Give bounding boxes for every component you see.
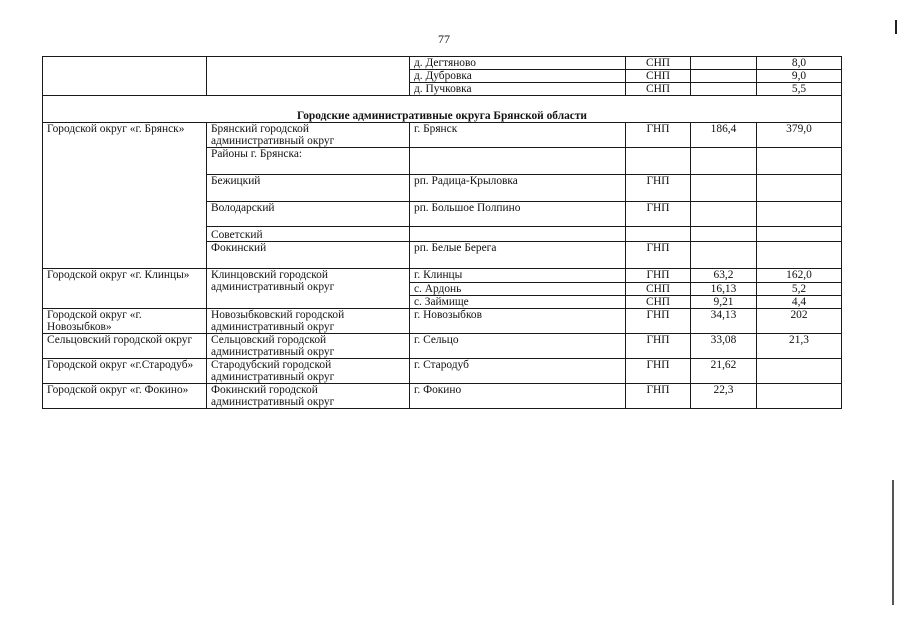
place-cell: с. Ардонь xyxy=(410,283,626,296)
table-row xyxy=(43,269,842,283)
table-row xyxy=(43,359,842,384)
district-cell xyxy=(43,57,207,96)
place-cell: г. Брянск xyxy=(410,123,626,148)
district-cell: Городской округ «г. Брянск» xyxy=(43,123,207,269)
value2-cell: 4,4 xyxy=(757,296,842,309)
value2-cell: 8,0 xyxy=(757,57,842,70)
table-row xyxy=(43,57,842,70)
place-cell: г. Новозыбков xyxy=(410,309,626,334)
type-cell: ГНП xyxy=(626,309,691,334)
place-cell: г. Стародуб xyxy=(410,359,626,384)
value2-cell xyxy=(757,384,842,409)
place-cell: г. Клинцы xyxy=(410,269,626,283)
value2-cell: 202 xyxy=(757,309,842,334)
rayon-name: Советский xyxy=(207,227,410,242)
scan-edge-mark xyxy=(895,20,897,34)
rayon-name: Бежицкий xyxy=(207,175,410,202)
type-cell: ГНП xyxy=(626,359,691,384)
type-cell: ГНП xyxy=(626,202,691,227)
section-row xyxy=(43,96,842,123)
value2-cell: 21,3 xyxy=(757,334,842,359)
value1-cell xyxy=(691,70,757,83)
district-cell: Сельцовский городской округ xyxy=(43,334,207,359)
district-cell xyxy=(43,269,207,309)
type-cell xyxy=(626,227,691,242)
place-cell: с. Займище xyxy=(410,296,626,309)
type-cell: СНП xyxy=(626,57,691,70)
type-cell: СНП xyxy=(626,283,691,296)
place-cell: д. Пучковка xyxy=(410,83,626,96)
section-title: Городские административные округа Брянской области xyxy=(43,96,842,123)
district-cell: Городской округ «г.Стародуб» xyxy=(43,359,207,384)
place-cell: рп. Радица-Крыловка xyxy=(410,175,626,202)
table-row xyxy=(43,123,842,148)
value2-cell: 9,0 xyxy=(757,70,842,83)
value2-cell: 379,0 xyxy=(757,123,842,148)
okrug-cell: Стародубский городской административный округ xyxy=(207,359,410,384)
settlements-table xyxy=(42,56,842,409)
table-row xyxy=(43,309,842,334)
value1-cell: 21,62 xyxy=(691,359,757,384)
value2-cell xyxy=(757,359,842,384)
place-cell: г. Фокино xyxy=(410,384,626,409)
table-row xyxy=(43,334,842,359)
type-cell: СНП xyxy=(626,83,691,96)
value1-cell: 63,2 xyxy=(691,269,757,283)
value2-cell: 162,0 xyxy=(757,269,842,283)
type-cell: СНП xyxy=(626,70,691,83)
type-cell: ГНП xyxy=(626,269,691,283)
rayon-name: Фокинский xyxy=(207,242,410,269)
scan-side-rule xyxy=(892,480,894,605)
value1-cell: 16,13 xyxy=(691,283,757,296)
value1-cell xyxy=(691,83,757,96)
place-cell: рп. Белые Берега xyxy=(410,242,626,269)
type-cell: ГНП xyxy=(626,123,691,148)
type-cell: ГНП xyxy=(626,384,691,409)
value1-cell: 33,08 xyxy=(691,334,757,359)
value1-cell: 22,3 xyxy=(691,384,757,409)
value1-cell xyxy=(691,57,757,70)
okrug-cell: Сельцовский городской административный округ xyxy=(207,334,410,359)
district-cell: Городской округ «г. Новозыбков» xyxy=(43,309,207,334)
type-cell: ГНП xyxy=(626,242,691,269)
rayon-name: Володарский xyxy=(207,202,410,227)
okrug-cell: Фокинский городской административный округ xyxy=(207,384,410,409)
okrug-cell xyxy=(207,57,410,96)
value1-cell: 9,21 xyxy=(691,296,757,309)
type-cell: ГНП xyxy=(626,334,691,359)
district-name: Городской округ «г. Клинцы» xyxy=(47,269,190,281)
place-cell: д. Дубровка xyxy=(410,70,626,83)
value2-cell: 5,5 xyxy=(757,83,842,96)
place-cell: д. Дегтяново xyxy=(410,57,626,70)
table-row xyxy=(43,384,842,409)
value1-cell: 186,4 xyxy=(691,123,757,148)
place-cell xyxy=(410,227,626,242)
type-cell: ГНП xyxy=(626,175,691,202)
value1-cell: 34,13 xyxy=(691,309,757,334)
place-cell: рп. Большое Полпино xyxy=(410,202,626,227)
okrug-cell: Клинцовский городской административный округ xyxy=(207,269,410,309)
okrug-cell: Брянский городской административный округ xyxy=(207,123,410,148)
place-cell: г. Сельцо xyxy=(410,334,626,359)
rayons-subtitle: Районы г. Брянска: xyxy=(207,148,410,175)
type-cell: СНП xyxy=(626,296,691,309)
page-number: 77 xyxy=(438,32,450,46)
value2-cell: 5,2 xyxy=(757,283,842,296)
okrug-cell: Новозыбковский городской административный округ xyxy=(207,309,410,334)
district-cell: Городской округ «г. Фокино» xyxy=(43,384,207,409)
